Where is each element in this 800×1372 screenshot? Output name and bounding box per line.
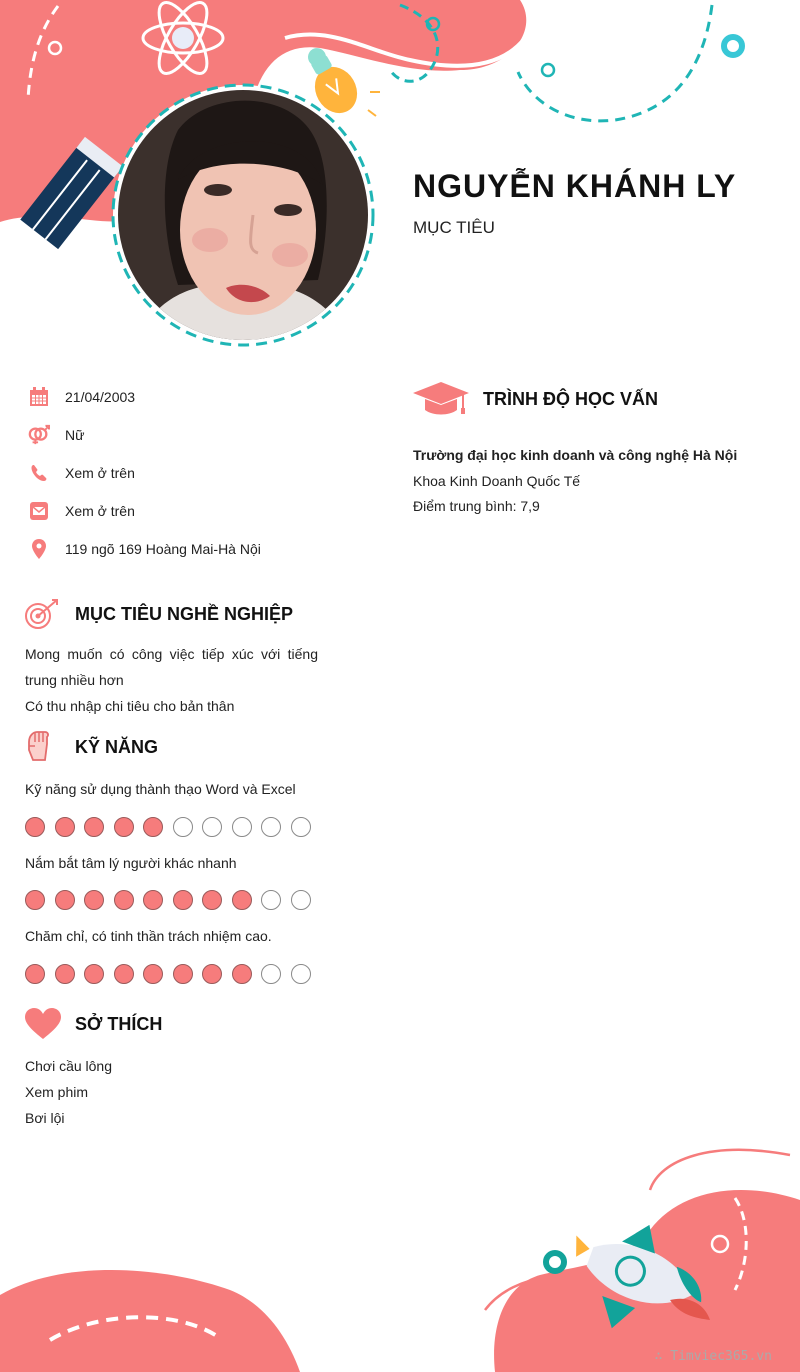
rating-dot-filled bbox=[114, 964, 134, 984]
candidate-name: NGUYỄN KHÁNH LY bbox=[413, 168, 737, 204]
objective-text bbox=[25, 641, 318, 719]
birthday-row bbox=[28, 386, 135, 408]
watermark: ∴ Timviec365.vn bbox=[654, 1349, 772, 1364]
gender-icon bbox=[28, 424, 50, 446]
education-gpa: Điểm trung bình: 7,9 bbox=[413, 498, 540, 514]
rating-dot-empty bbox=[261, 890, 281, 910]
hobbies-title: SỞ THÍCH bbox=[75, 1013, 163, 1034]
hobby-item: Xem phim bbox=[25, 1084, 89, 1100]
objective-line: Có thu nhập chi tiêu cho bản thân bbox=[25, 698, 235, 714]
education-heading bbox=[413, 382, 658, 416]
calendar-icon bbox=[28, 386, 50, 408]
hobby-item: Chơi cầu lông bbox=[25, 1058, 113, 1074]
education-title: TRÌNH ĐỘ HỌC VẤN bbox=[483, 388, 658, 409]
email-row bbox=[28, 500, 135, 522]
education-faculty: Khoa Kinh Doanh Quốc Tế bbox=[413, 472, 581, 489]
heart-icon bbox=[25, 1008, 61, 1040]
rating-dot-empty bbox=[261, 964, 281, 984]
gender-row bbox=[28, 424, 84, 446]
skill-rating bbox=[25, 964, 320, 984]
rating-dot-empty bbox=[202, 817, 222, 837]
rating-dot-filled bbox=[202, 964, 222, 984]
rating-dot-filled bbox=[114, 890, 134, 910]
objective-title: MỤC TIÊU NGHỀ NGHIỆP bbox=[75, 603, 294, 624]
location-icon bbox=[28, 538, 50, 560]
avatar bbox=[118, 90, 368, 340]
rating-dot-filled bbox=[55, 817, 75, 837]
rating-dot-filled bbox=[232, 964, 252, 984]
email-text: Xem ở trên bbox=[65, 503, 135, 519]
skills-heading bbox=[25, 730, 158, 764]
rating-dot-empty bbox=[173, 817, 193, 837]
skill-label: Nắm bắt tâm lý người khác nhanh bbox=[25, 855, 237, 871]
address-text: 119 ngõ 169 Hoàng Mai-Hà Nội bbox=[65, 541, 261, 557]
hobbies-list bbox=[25, 1053, 318, 1131]
graduation-cap-icon bbox=[413, 382, 469, 416]
rating-dot-filled bbox=[84, 817, 104, 837]
target-icon bbox=[25, 598, 61, 630]
rating-dot-filled bbox=[84, 964, 104, 984]
rating-dot-filled bbox=[25, 964, 45, 984]
birthday-text: 21/04/2003 bbox=[65, 389, 136, 405]
skill-label: Kỹ năng sử dụng thành thạo Word và Excel bbox=[25, 781, 296, 797]
rating-dot-filled bbox=[173, 890, 193, 910]
skills-title: KỸ NĂNG bbox=[75, 736, 159, 757]
gender-text: Nữ bbox=[65, 427, 85, 443]
objective-line: Mong muốn có công việc tiếp xúc với tiếng trung nhiều hơn bbox=[25, 646, 318, 688]
rating-dot-empty bbox=[291, 817, 311, 837]
rating-dot-filled bbox=[114, 817, 134, 837]
address-row bbox=[28, 538, 261, 560]
rating-dot-filled bbox=[232, 890, 252, 910]
email-icon bbox=[28, 500, 50, 522]
hobby-item: Bơi lội bbox=[25, 1110, 65, 1126]
hand-icon bbox=[25, 730, 61, 764]
phone-row bbox=[28, 462, 135, 484]
rating-dot-filled bbox=[25, 817, 45, 837]
rating-dot-filled bbox=[143, 890, 163, 910]
rating-dot-filled bbox=[84, 890, 104, 910]
rating-dot-filled bbox=[202, 890, 222, 910]
rating-dot-empty bbox=[291, 890, 311, 910]
rating-dot-filled bbox=[55, 964, 75, 984]
rating-dot-filled bbox=[143, 964, 163, 984]
skill-label: Chăm chỉ, có tinh thần trách nhiệm cao. bbox=[25, 928, 272, 944]
rating-dot-empty bbox=[232, 817, 252, 837]
rating-dot-filled bbox=[25, 890, 45, 910]
skill-rating bbox=[25, 817, 320, 837]
rating-dot-empty bbox=[291, 964, 311, 984]
rating-dot-filled bbox=[143, 817, 163, 837]
footer-decoration bbox=[0, 1140, 800, 1372]
phone-icon bbox=[28, 462, 50, 484]
education-details bbox=[413, 443, 737, 520]
skill-rating bbox=[25, 890, 320, 910]
education-school: Trường đại học kinh doanh và công nghệ Hà Nội bbox=[413, 447, 738, 463]
phone-text: Xem ở trên bbox=[65, 465, 135, 481]
hobbies-heading bbox=[25, 1008, 162, 1040]
objective-heading bbox=[25, 598, 293, 630]
rating-dot-empty bbox=[261, 817, 281, 837]
candidate-subtitle: MỤC TIÊU bbox=[413, 218, 495, 237]
rating-dot-filled bbox=[55, 890, 75, 910]
rating-dot-filled bbox=[173, 964, 193, 984]
